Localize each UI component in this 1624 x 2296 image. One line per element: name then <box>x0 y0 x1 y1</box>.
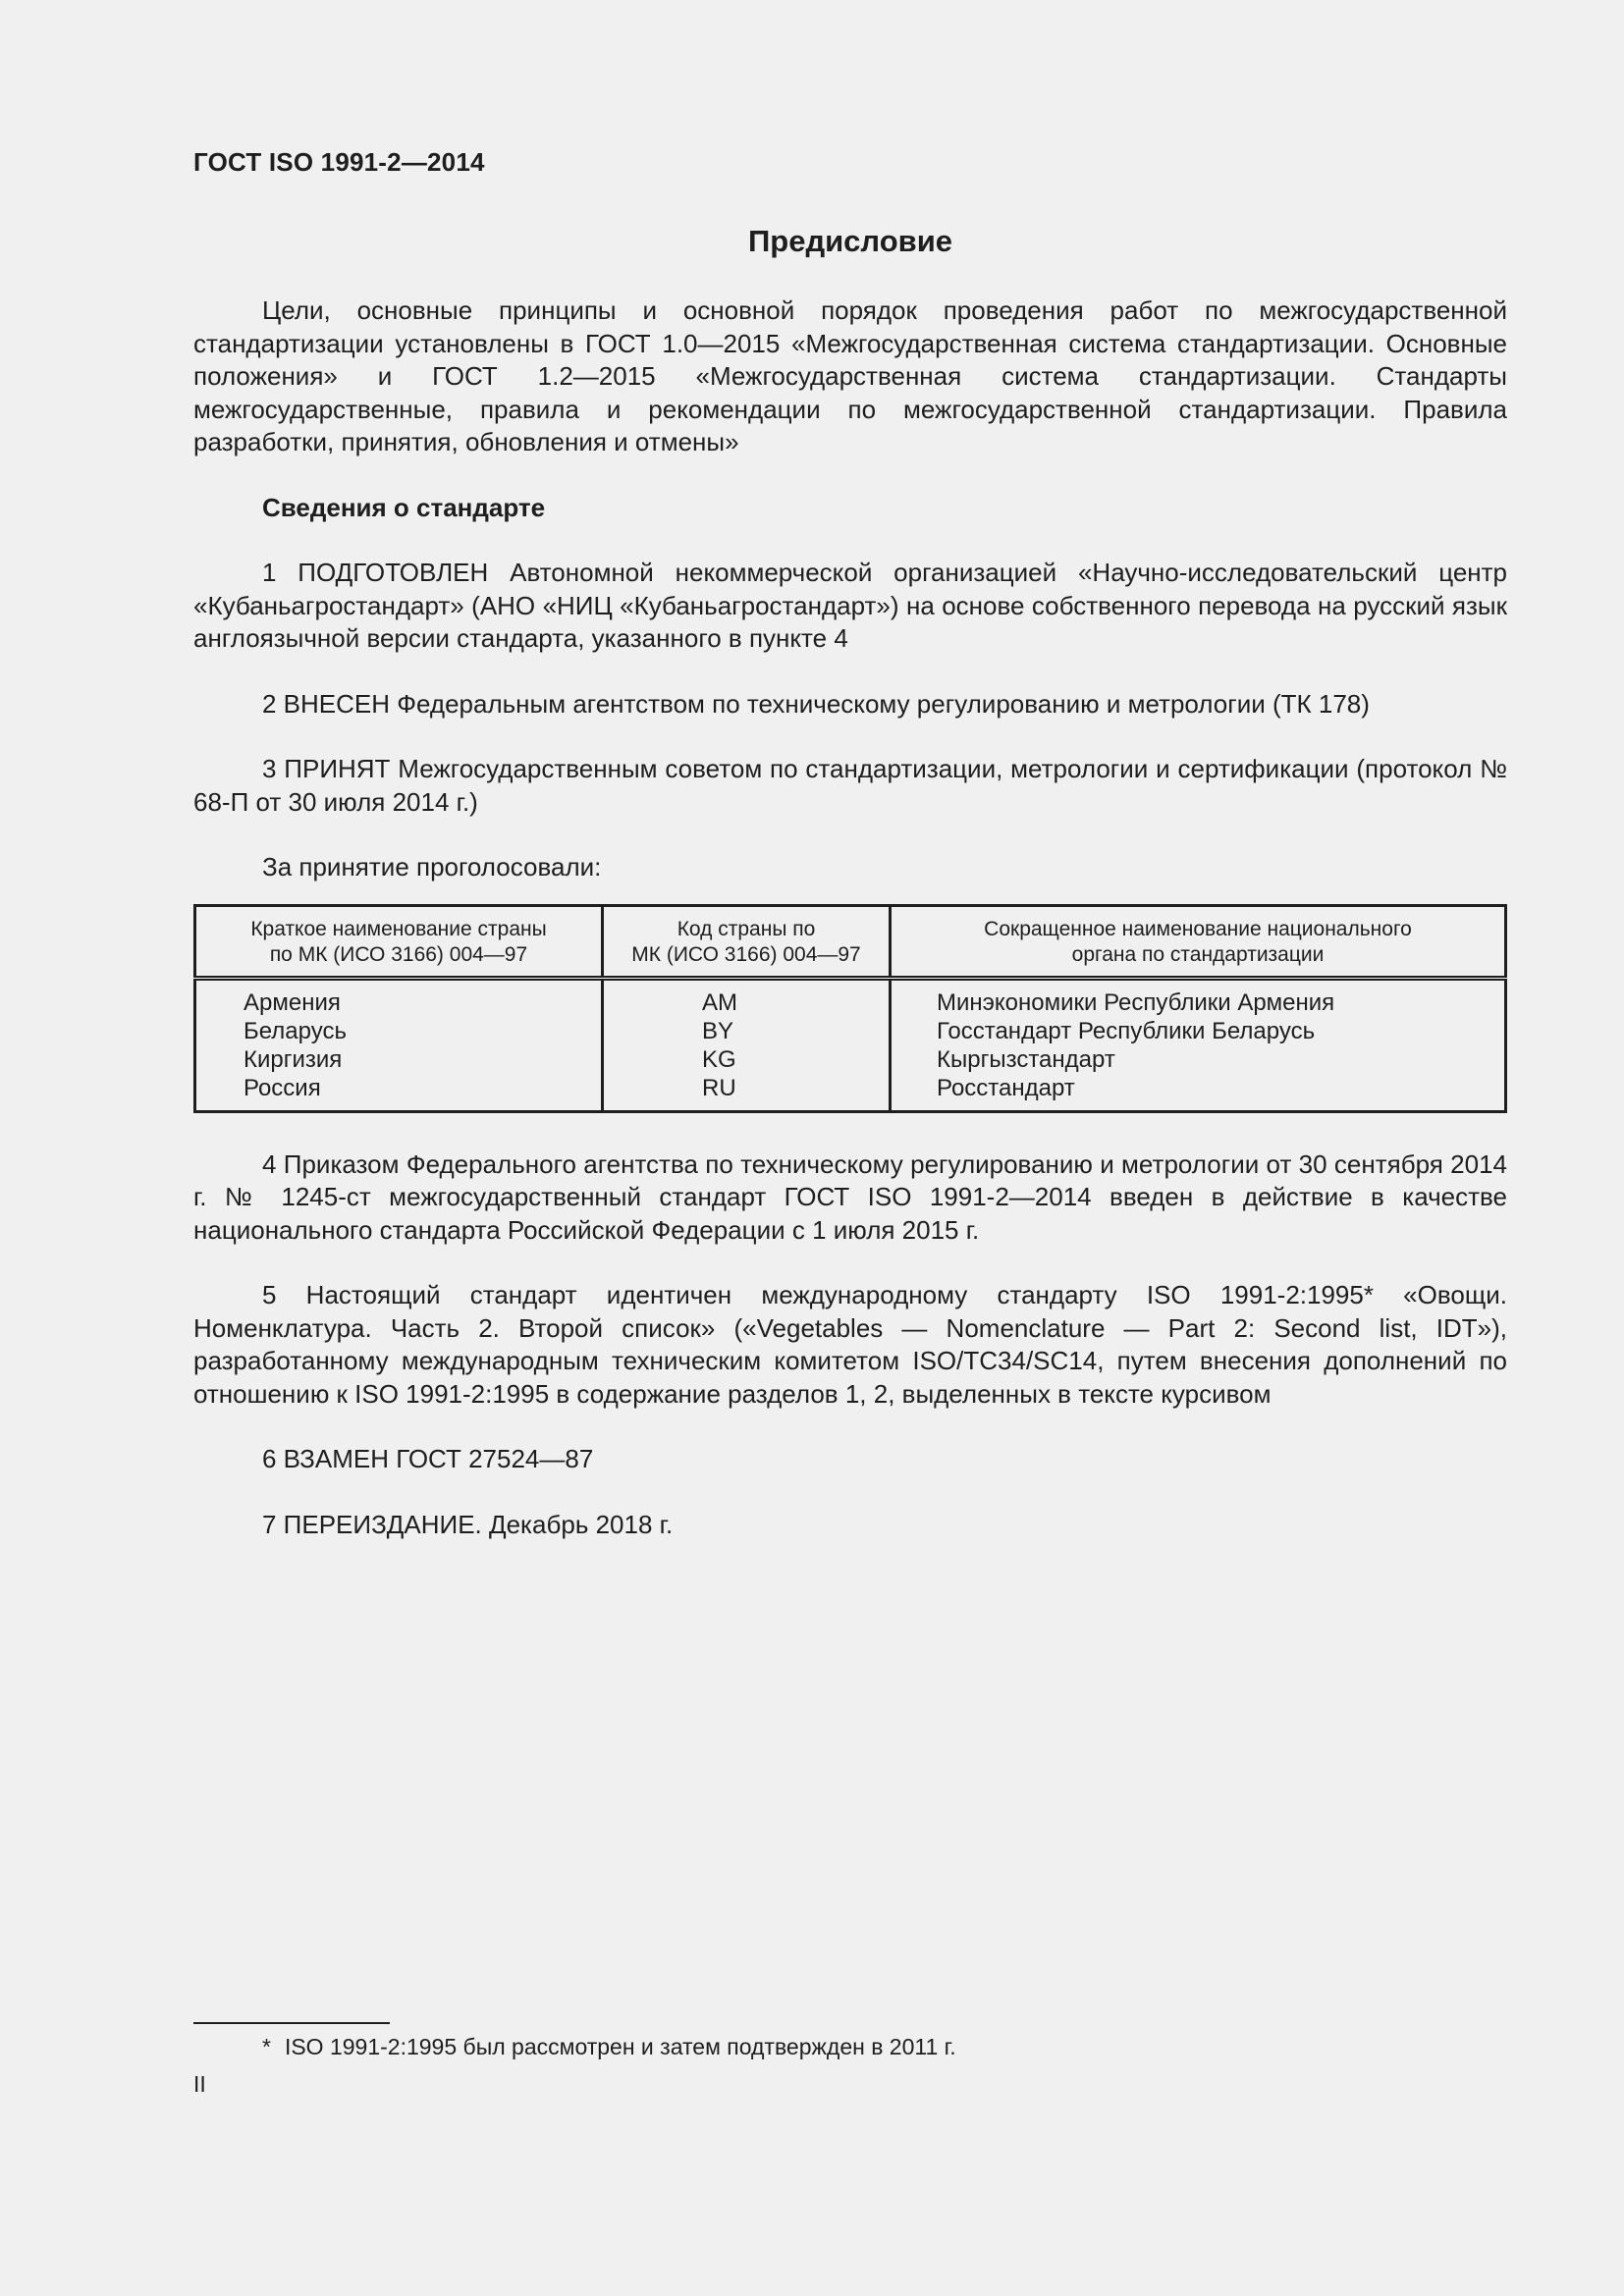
voting-countries-table <box>193 904 1507 1113</box>
item-5-paragraph: 5 Настоящий стандарт идентичен международному стандарту ISO 1991-2:1995* «Овощи. Номенклатура. Часть 2. Второй список» («Vegetables — Nomenclature — Part 2: Second list, IDT»), разработанному международным техническим комитетом ISO/TC34/SC14, путем внесения дополнений по отношению к ISO 1991-2:1995 в содержание разделов 1, 2, выделенных в тексте курсивом <box>193 1280 1507 1409</box>
intro-paragraph: Цели, основные принципы и основной порядок проведения работ по межгосударственной стандартизации установлены в ГОСТ 1.0—2015 «Межгосударственная система стандартизации. Основные положения» и ГОСТ 1.2—2015 «Межгосударственная система стандартизации. Стандарты межгосударственные, правила и рекомендации по межгосударственной стандартизации. Правила разработки, принятия, обновления и отмены» <box>193 295 1507 456</box>
cell-code: RU <box>603 1074 891 1112</box>
cell-code: KG <box>603 1045 891 1074</box>
page-title: Предисловие <box>747 224 952 258</box>
table-row <box>195 1045 1506 1074</box>
cell-body: Росстандарт <box>937 1074 1075 1101</box>
cell-body: Минэкономики Республики Армения <box>937 988 1335 1016</box>
item-2-paragraph: 2 ВНЕСЕН Федеральным агентством по техническому регулированию и метрологии (ТК 178) <box>262 688 1370 719</box>
item-3-paragraph: 3 ПРИНЯТ Межгосударственным советом по стандартизации, метрологии и сертификации (протокол № 68-П от 30 июля 2014 г.) <box>193 754 1507 817</box>
item-1-paragraph: 1 ПОДГОТОВЛЕН Автономной некоммерческой организацией «Научно-исследовательский центр «Кубаньагростандарт» (АНО «НИЦ «Кубаньагростандарт») на основе собственного перевода на русский язык англоязычной версии стандарта, указанного в пункте 4 <box>193 558 1507 653</box>
header-standards-body <box>891 905 1506 978</box>
cell-country: Армения <box>195 978 603 1017</box>
table-row <box>195 1017 1506 1045</box>
table-row <box>195 978 1506 1017</box>
cell-body: Госстандарт Республики Беларусь <box>937 1017 1316 1044</box>
cell-code: AM <box>603 978 891 1017</box>
item-6-paragraph: 6 ВЗАМЕН ГОСТ 27524—87 <box>262 1444 594 1473</box>
table-header-row <box>195 905 1506 978</box>
header-country-code-line2: МК (ИСО 3166) 004—97 <box>631 942 861 966</box>
header-country-code-line1: Код страны по <box>677 917 816 940</box>
footnote <box>262 2032 956 2061</box>
document-page <box>193 0 1507 2296</box>
header-country-name-line1: Краткое наименование страны <box>250 917 547 940</box>
cell-code: BY <box>603 1017 891 1045</box>
cell-country: Киргизия <box>195 1045 603 1074</box>
table-row <box>195 1074 1506 1112</box>
footnote-text: ISO 1991-2:1995 был рассмотрен и затем подтвержден в 2011 г. <box>284 2034 956 2059</box>
header-country-name <box>195 905 603 978</box>
cell-country: Россия <box>195 1074 603 1112</box>
page-number: II <box>193 2071 206 2097</box>
header-standards-body-line2: органа по стандартизации <box>1071 942 1325 966</box>
header-standards-body-line1: Сокращенное наименование национального <box>984 917 1412 940</box>
item-7-paragraph: 7 ПЕРЕИЗДАНИЕ. Декабрь 2018 г. <box>262 1509 674 1539</box>
item-4-paragraph: 4 Приказом Федерального агентства по техническому регулированию и метрологии от 30 сентября 2014 г. № 1245-ст межгосударственный стандарт ГОСТ ISO 1991-2—2014 введен в действие в качестве национального стандарта Российской Федерации с 1 июля 2015 г. <box>193 1148 1507 1245</box>
header-country-code <box>603 905 891 978</box>
content-body <box>193 294 1507 1574</box>
footnote-divider <box>193 2022 390 2024</box>
section-subheading: Сведения о стандарте <box>262 492 546 522</box>
cell-body: Кыргызстандарт <box>937 1045 1115 1073</box>
document-code-header: ГОСТ ISO 1991-2—2014 <box>193 147 485 177</box>
vote-intro-paragraph: За принятие проголосовали: <box>262 852 602 881</box>
header-country-name-line2: по МК (ИСО 3166) 004—97 <box>269 942 528 966</box>
footnote-mark: * <box>262 2034 271 2059</box>
cell-country: Беларусь <box>195 1017 603 1045</box>
